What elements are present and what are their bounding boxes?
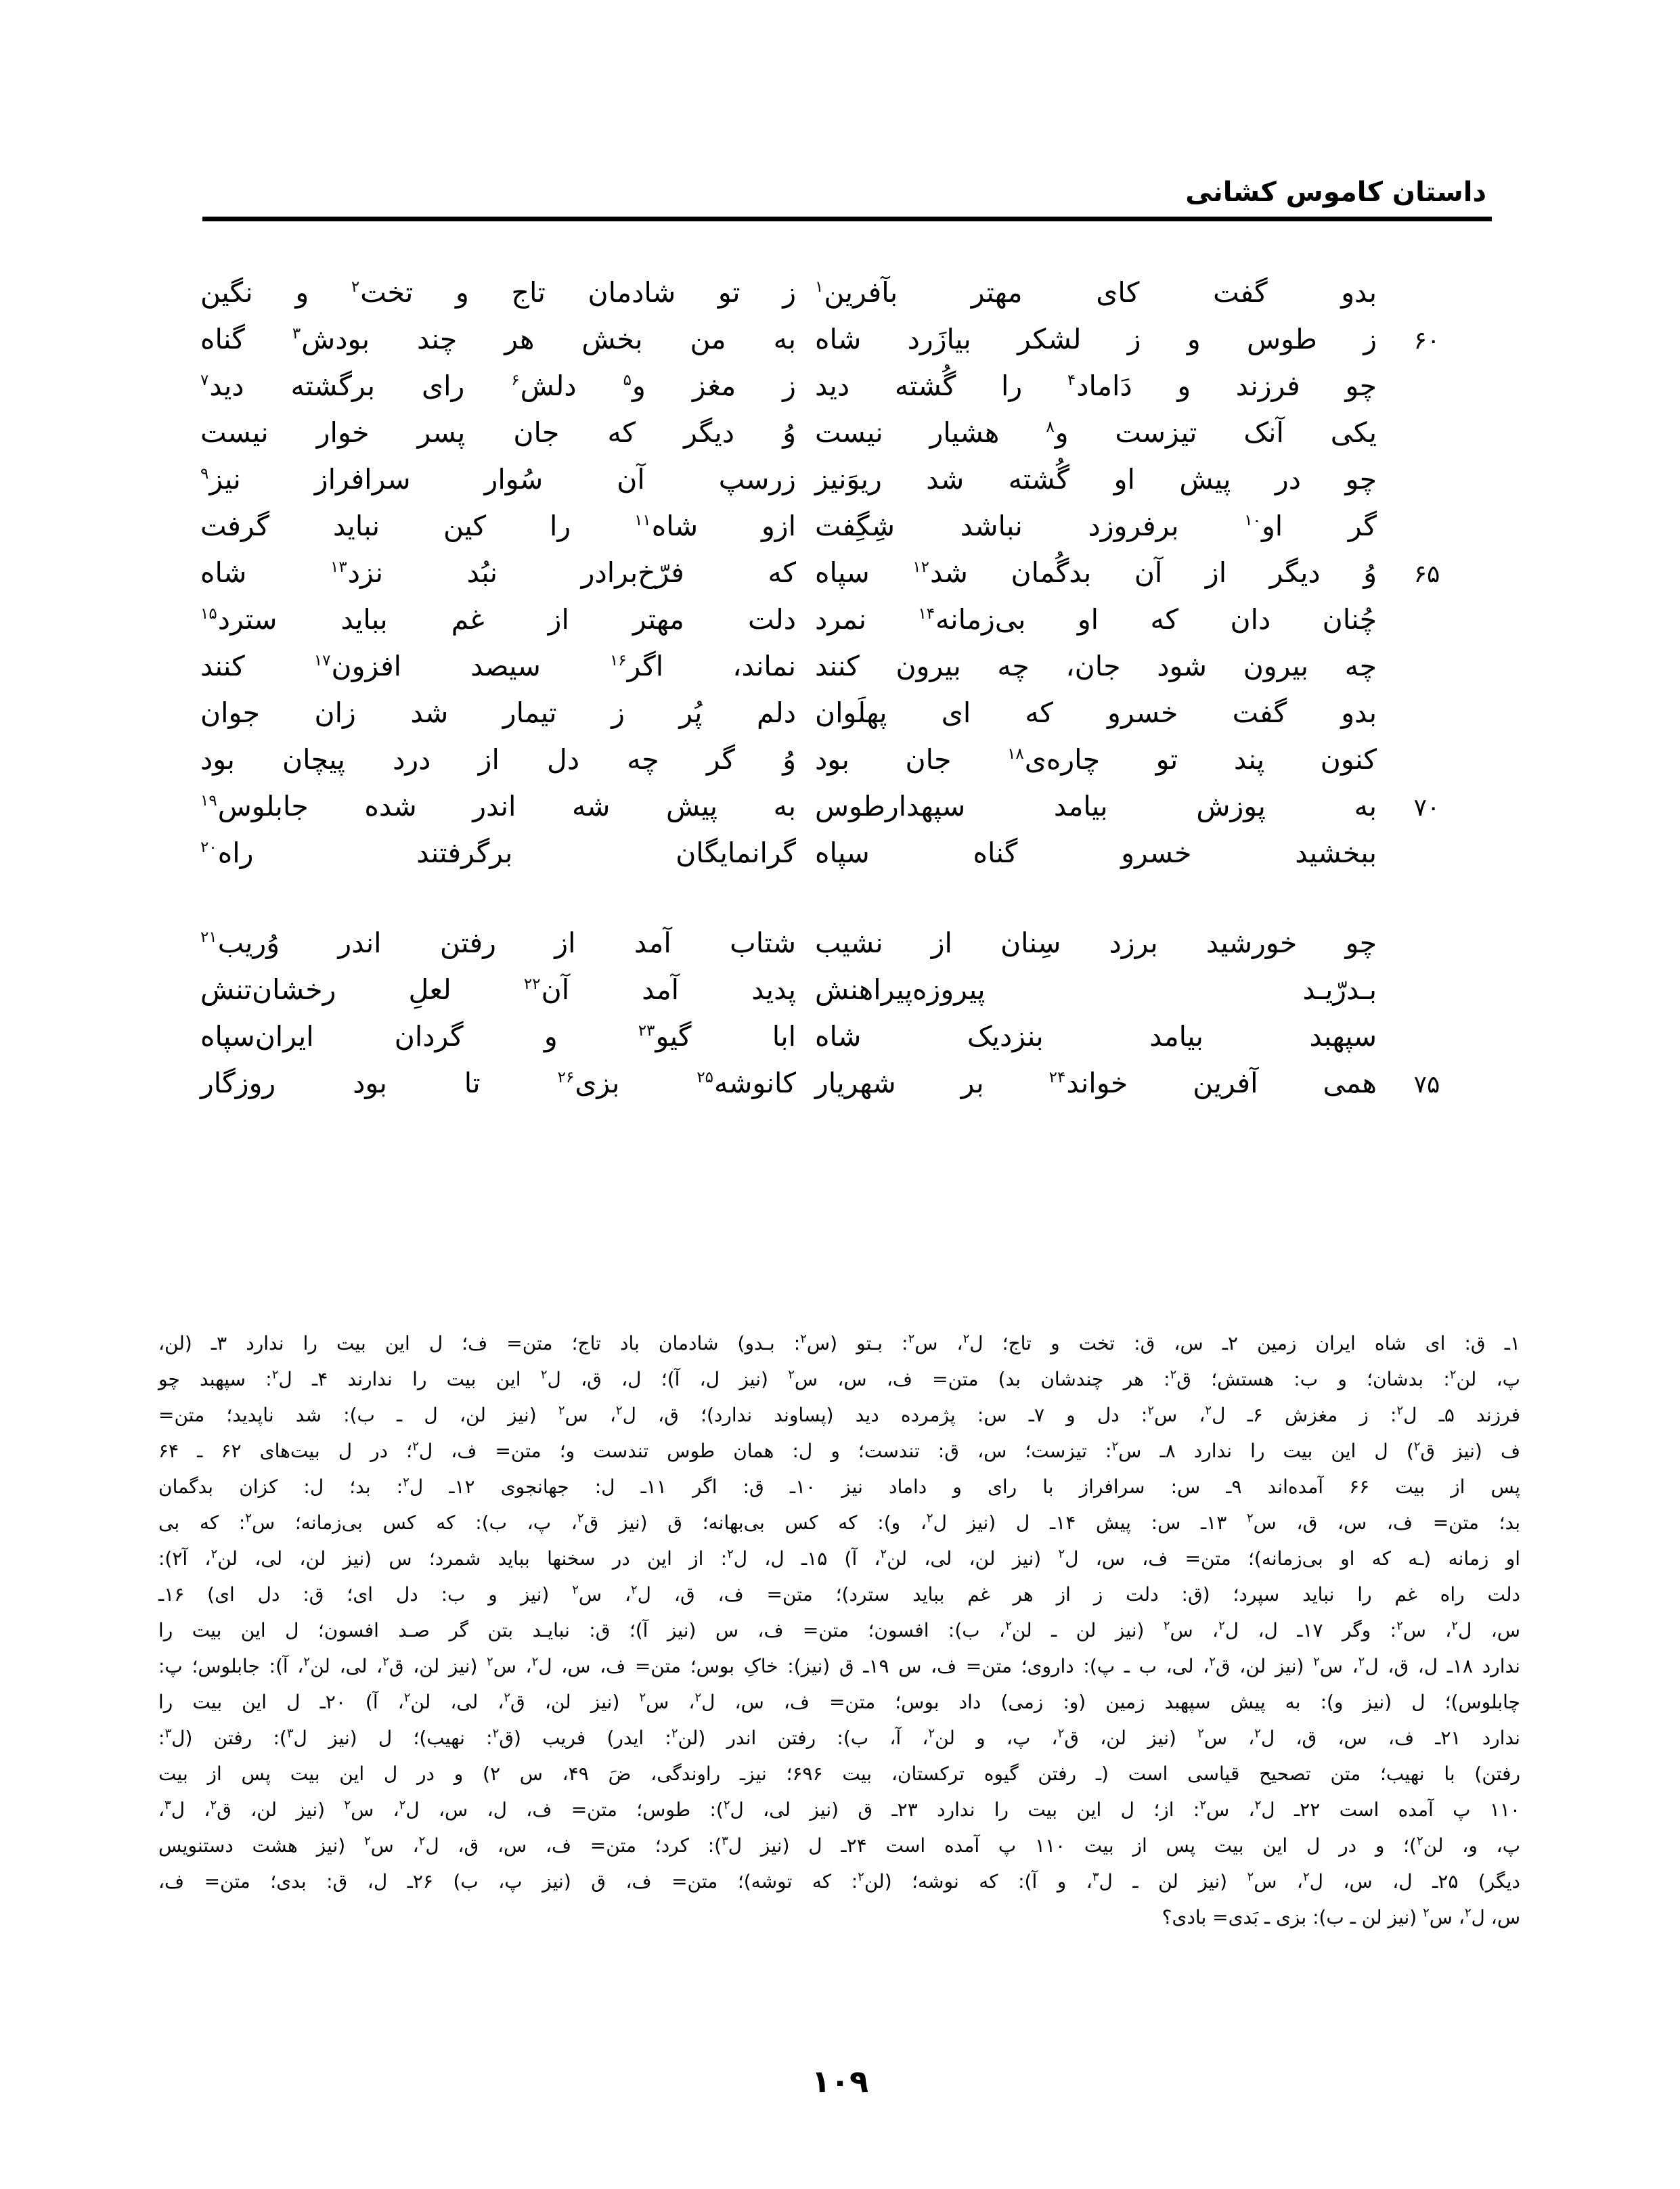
hemistich-first: چو فرزند و دَاماد$^۴$ را گُشته دید [815, 370, 1377, 402]
hemistich-second: ازو شاه$^{۱۱}$ را کین نباید گرفت [200, 510, 796, 542]
hemistich-second: وُ گر چه دل از درد پیچان بود [200, 743, 796, 776]
verse-line [200, 456, 1477, 503]
hemistich-second: ابا گیو$^{۲۳}$ و گردان ایران‌سپاه [200, 1020, 796, 1053]
hemistich-second: وُ دیگر که جان پسر خوار نیست [200, 416, 796, 449]
verse-line [200, 1060, 1477, 1107]
verse-line [200, 690, 1477, 736]
apparatus-line: پ، لن$^۲$: بدشان؛ و ب: هستش؛ ق$^۲$: هر چندشان بد) متن= ف، س، س$^۲$ (نیز ل، آ)؛ ل، ق، ل$^۲$ این بیت را ندارند ۴ـ ل$^۲$: سپهبد چو [158, 1367, 1520, 1390]
hemistich-second: زرسپ آن سُوار سرافراز نیز$^۹$ [200, 463, 796, 495]
hemistich-first: سپهبد بیامد بنزدیک شاه [815, 1020, 1377, 1053]
verse-area [200, 269, 1477, 1107]
apparatus-line: دیگر) ۲۵ـ ل، س، ل$^۲$، س$^۲$ (نیز لن ـ ل$^۳$، و آ): که نوشه؛ (لن$^۲$: که توشه)؛ متن= ف، ق (نیز پ، ب) ۲۶ـ ل، ق: بدی؛ متن= ف، [158, 1870, 1520, 1893]
verse-line [200, 736, 1477, 783]
running-head-title: داستان کاموس کشانی [1185, 177, 1486, 208]
hemistich-second: دلم پُر ز تیمار شد زان جوان [200, 696, 796, 729]
hemistich-first: چه بیرون شود جان، چه بیرون کنند [815, 650, 1377, 682]
hemistich-second: ز تو شادمان تاج و تخت$^۲$ و نگین [200, 276, 796, 309]
verse-number: ۷۰ [1413, 794, 1440, 822]
hemistich-second: کانوشه$^{۲۵}$ بزی$^{۲۶}$ تا بود روزگار [200, 1067, 796, 1099]
hemistich-second: گرانمایگان برگرفتند راه$^{۲۰}$ [200, 837, 796, 869]
folio-number: ۱۰۹ [811, 2063, 869, 2100]
verse-line [200, 503, 1477, 550]
hemistich-first: چُنان دان که او بی‌زمانه$^{۱۴}$ نمرد [815, 603, 1377, 636]
verse-line [200, 920, 1477, 967]
critical-apparatus [158, 1325, 1520, 1935]
hemistich-first: بـدرّیـد پیروزه‌پیراهنش [815, 973, 1377, 1006]
verse-line [200, 643, 1477, 690]
verse-line [200, 316, 1477, 363]
verse-line [200, 410, 1477, 456]
apparatus-line: س، ل$^۲$، س$^۲$ (نیز لن ـ ب): بزی ـ بَدی= بادی؟ [1162, 1905, 1520, 1928]
hemistich-first: چو خورشید برزد سِنان از نشیب [815, 927, 1377, 959]
hemistich-second: نماند، اگر$^{۱۶}$ سیصد افزون$^{۱۷}$ کنند [200, 650, 796, 682]
hemistich-first: گر او$^{۱۰}$ برفروزد نباشد شِگِفت [815, 510, 1377, 542]
apparatus-line: چابلوس)؛ ل (نیز و): به پیش سپهبد زمین (و: زمی) داد بوس؛ متن= ف، س، ل$^۲$، س$^۲$ (نیز لن، ق$^۲$، لی، لن$^۲$، آ) ۲۰ـ ل این بیت را [158, 1690, 1520, 1713]
running-head-rule [202, 217, 1492, 221]
hemistich-first: وُ دیگر از آن بدگُمان شد$^{۱۲}$ سپاه [815, 556, 1377, 589]
apparatus-line: بد؛ متن= ف، س، ق، س$^۲$ ۱۳ـ س: پیش ۱۴ـ ل (نیز ل$^۲$، و): که کس بی‌بهانه؛ ق (نیز ق$^۲$، پ، ب): که کس بی‌زمانه؛ س$^۲$: که بی [158, 1511, 1521, 1534]
hemistich-first: چو در پیش او گُشته شد ریوَنیز [815, 463, 1377, 495]
hemistich-first: به پوزش بیامد سپهدارطوس [815, 790, 1377, 822]
apparatus-line: ندارد ۲۱ـ ف، س، ق، ل$^۲$، س$^۲$ (نیز لن، ق$^۲$، پ، و لن$^۲$، آ، ب): رفتن اندر (لن$^۲$: ایدر) فریب (ق$^۲$: نهیب)؛ ل (نیز ل$^۳$): رفتن (ل$^۳$: [158, 1726, 1520, 1749]
verse-stanza [200, 920, 1477, 1107]
verse-line [200, 967, 1477, 1013]
verse-line [200, 550, 1477, 596]
apparatus-line: رفتن) با نهیب؛ متن تصحیح قیاسی است (ـ رفتن گیوه ترکستان، بیت ۶۹۶؛ نیزـ راوندگی، ضَ ۴۹، س ۲) و در ل این بیت پس از بیت [158, 1763, 1520, 1785]
apparatus-line: پ، و، لن$^۲$)؛ و در ل این بیت پس از بیت ۱۱۰ پ آمده است ۲۴ـ ل (نیز ل$^۳$): کرد؛ متن= ف، س، ق، ل$^۲$، س$^۲$ (نیز هشت دستنویس [158, 1834, 1521, 1857]
verse-line [200, 269, 1477, 316]
hemistich-second: که فرّخ‌برادر نبُد نزد$^{۱۳}$ شاه [200, 556, 796, 589]
hemistich-first: یکی آنک تیزست و$^۸$ هشیار نیست [815, 416, 1377, 449]
verse-line [200, 363, 1477, 410]
verse-number: ۶۰ [1413, 327, 1440, 355]
hemistich-second: پدید آمد آن$^{۲۲}$ لعلِ رخشان‌تنش [200, 973, 796, 1006]
apparatus-line: دلت راه غم را نباید سپرد؛ (ق: دلت ز از هر غم بباید سترد)؛ متن= ف، ق، ل$^۲$، س$^۲$ (نیز و ب: دل ای؛ ق: دل ای) ۱۶ـ [158, 1583, 1521, 1606]
running-head [185, 177, 1492, 221]
hemistich-second: به من بخش هر چند بودش$^۳$ گناه [200, 323, 796, 355]
verse-number: ۶۵ [1413, 560, 1440, 588]
hemistich-first: ز طوس و ز لشکر بیازَرد شاه [815, 323, 1377, 355]
hemistich-second: دلت مهتر از غم بباید سترد$^{۱۵}$ [200, 603, 796, 636]
hemistich-first: همی آفرین خواند$^{۲۴}$ بر شهریار [815, 1067, 1377, 1099]
verse-stanza [200, 269, 1477, 877]
hemistich-first: کنون پند تو چاره‌ی$^{۱۸}$ جان بود [815, 743, 1377, 776]
hemistich-second: شتاب آمد از رفتن اندر وُریب$^{۲۱}$ [200, 927, 796, 959]
hemistich-first: بدو گفت کای مهتر بآفرین$^۱$ [815, 276, 1377, 309]
apparatus-line: س، ل$^۲$، س$^۲$: وگر ۱۷ـ ل، ل$^۲$، س$^۲$ (نیز لن ـ لن$^۲$، ب): افسون؛ متن= ف، س (نیز آ)؛ ق: نبایـد بتن گر صـد افسون؛ ل این بیت را [158, 1618, 1520, 1641]
verse-number: ۷۵ [1413, 1071, 1440, 1099]
apparatus-line: ف (نیز ق$^۲$) ل این بیت را ندارد ۸ـ س$^۲$: تیزست؛ س، ق: تندست؛ و ل: همان طوس تندست و؛ متن= ف، ل$^۲$؛ در ل بیت‌های ۶۲ ـ ۶۴ [158, 1439, 1520, 1462]
hemistich-first: ببخشید خسرو گناه سپاه [815, 837, 1377, 869]
apparatus-line: پس از بیت ۶۶ آمده‌اند ۹ـ س: سرافراز با رای و داماد نیز ۱۰ـ ق: اگر ۱۱ـ ل: جهانجوی ۱۲ـ ل$^۲$: بد؛ ل: کزان بدگمان [158, 1475, 1520, 1498]
apparatus-line: ندارد ۱۸ـ ل، ق، ل$^۲$، س$^۲$ (نیز لن، ق$^۲$، لی، ب ـ پ): داروی؛ متن= ف، س ۱۹ـ ق (نیز): خاکِ بوس؛ متن= ف، س، ل$^۲$، س$^۲$ (نیز لن، ق$^۲$، لی، لن$^۲$، آ): جابلوس؛ پ: [158, 1654, 1520, 1677]
apparatus-line: او زمانه (ـه که او بی‌زمانه)؛ متن= ف، س، ل$^۲$ (نیز لن، لی، لن$^۲$، آ) ۱۵ـ ل، ل$^۲$: از این در سخنها بباید شمرد؛ س (نیز لن، لی، لن$^۲$، آ۲): [158, 1547, 1521, 1570]
apparatus-line: ۱۱۰ پ آمده است ۲۲ـ ل$^۲$، س$^۲$: از؛ ل این بیت را ندارد ۲۳ـ ق (نیز لی، ل$^۲$): طوس؛ متن= ف، ل، س، ل$^۲$، س$^۲$ (نیز لن، ق$^۲$، ل$^۳$، [158, 1798, 1521, 1821]
hemistich-first: بدو گفت خسرو که ای پهلَوان [815, 696, 1377, 729]
hemistich-second: ز مغز و$^۵$ دلش$^۶$ رای برگشته دید$^۷$ [200, 370, 796, 402]
hemistich-second: به پیش شه اندر شده جابلوس$^{۱۹}$ [200, 790, 796, 822]
apparatus-line: فرزند ۵ـ ل$^۲$: ز مغزش ۶ـ ل$^۲$، س$^۲$: دل و ۷ـ س: پژمرده دید (پساوند ندارد)؛ ق، ل$^۲$، س$^۲$ (نیز لن، ل ـ ب): شد ناپدید؛ متن= [158, 1403, 1520, 1426]
verse-line [200, 1013, 1477, 1060]
apparatus-line: ۱ـ ق: ای شاه ایران زمین ۲ـ س، ق: تخت و تاج؛ ل$^۲$، س$^۲$: بـتو (س$^۲$: بـدو) شادمان باد تاج؛ متن= ف؛ ل این بیت را ندارد ۳ـ (لن، [158, 1331, 1520, 1354]
verse-line [200, 783, 1477, 830]
verse-line [200, 596, 1477, 643]
verse-line [200, 830, 1477, 877]
